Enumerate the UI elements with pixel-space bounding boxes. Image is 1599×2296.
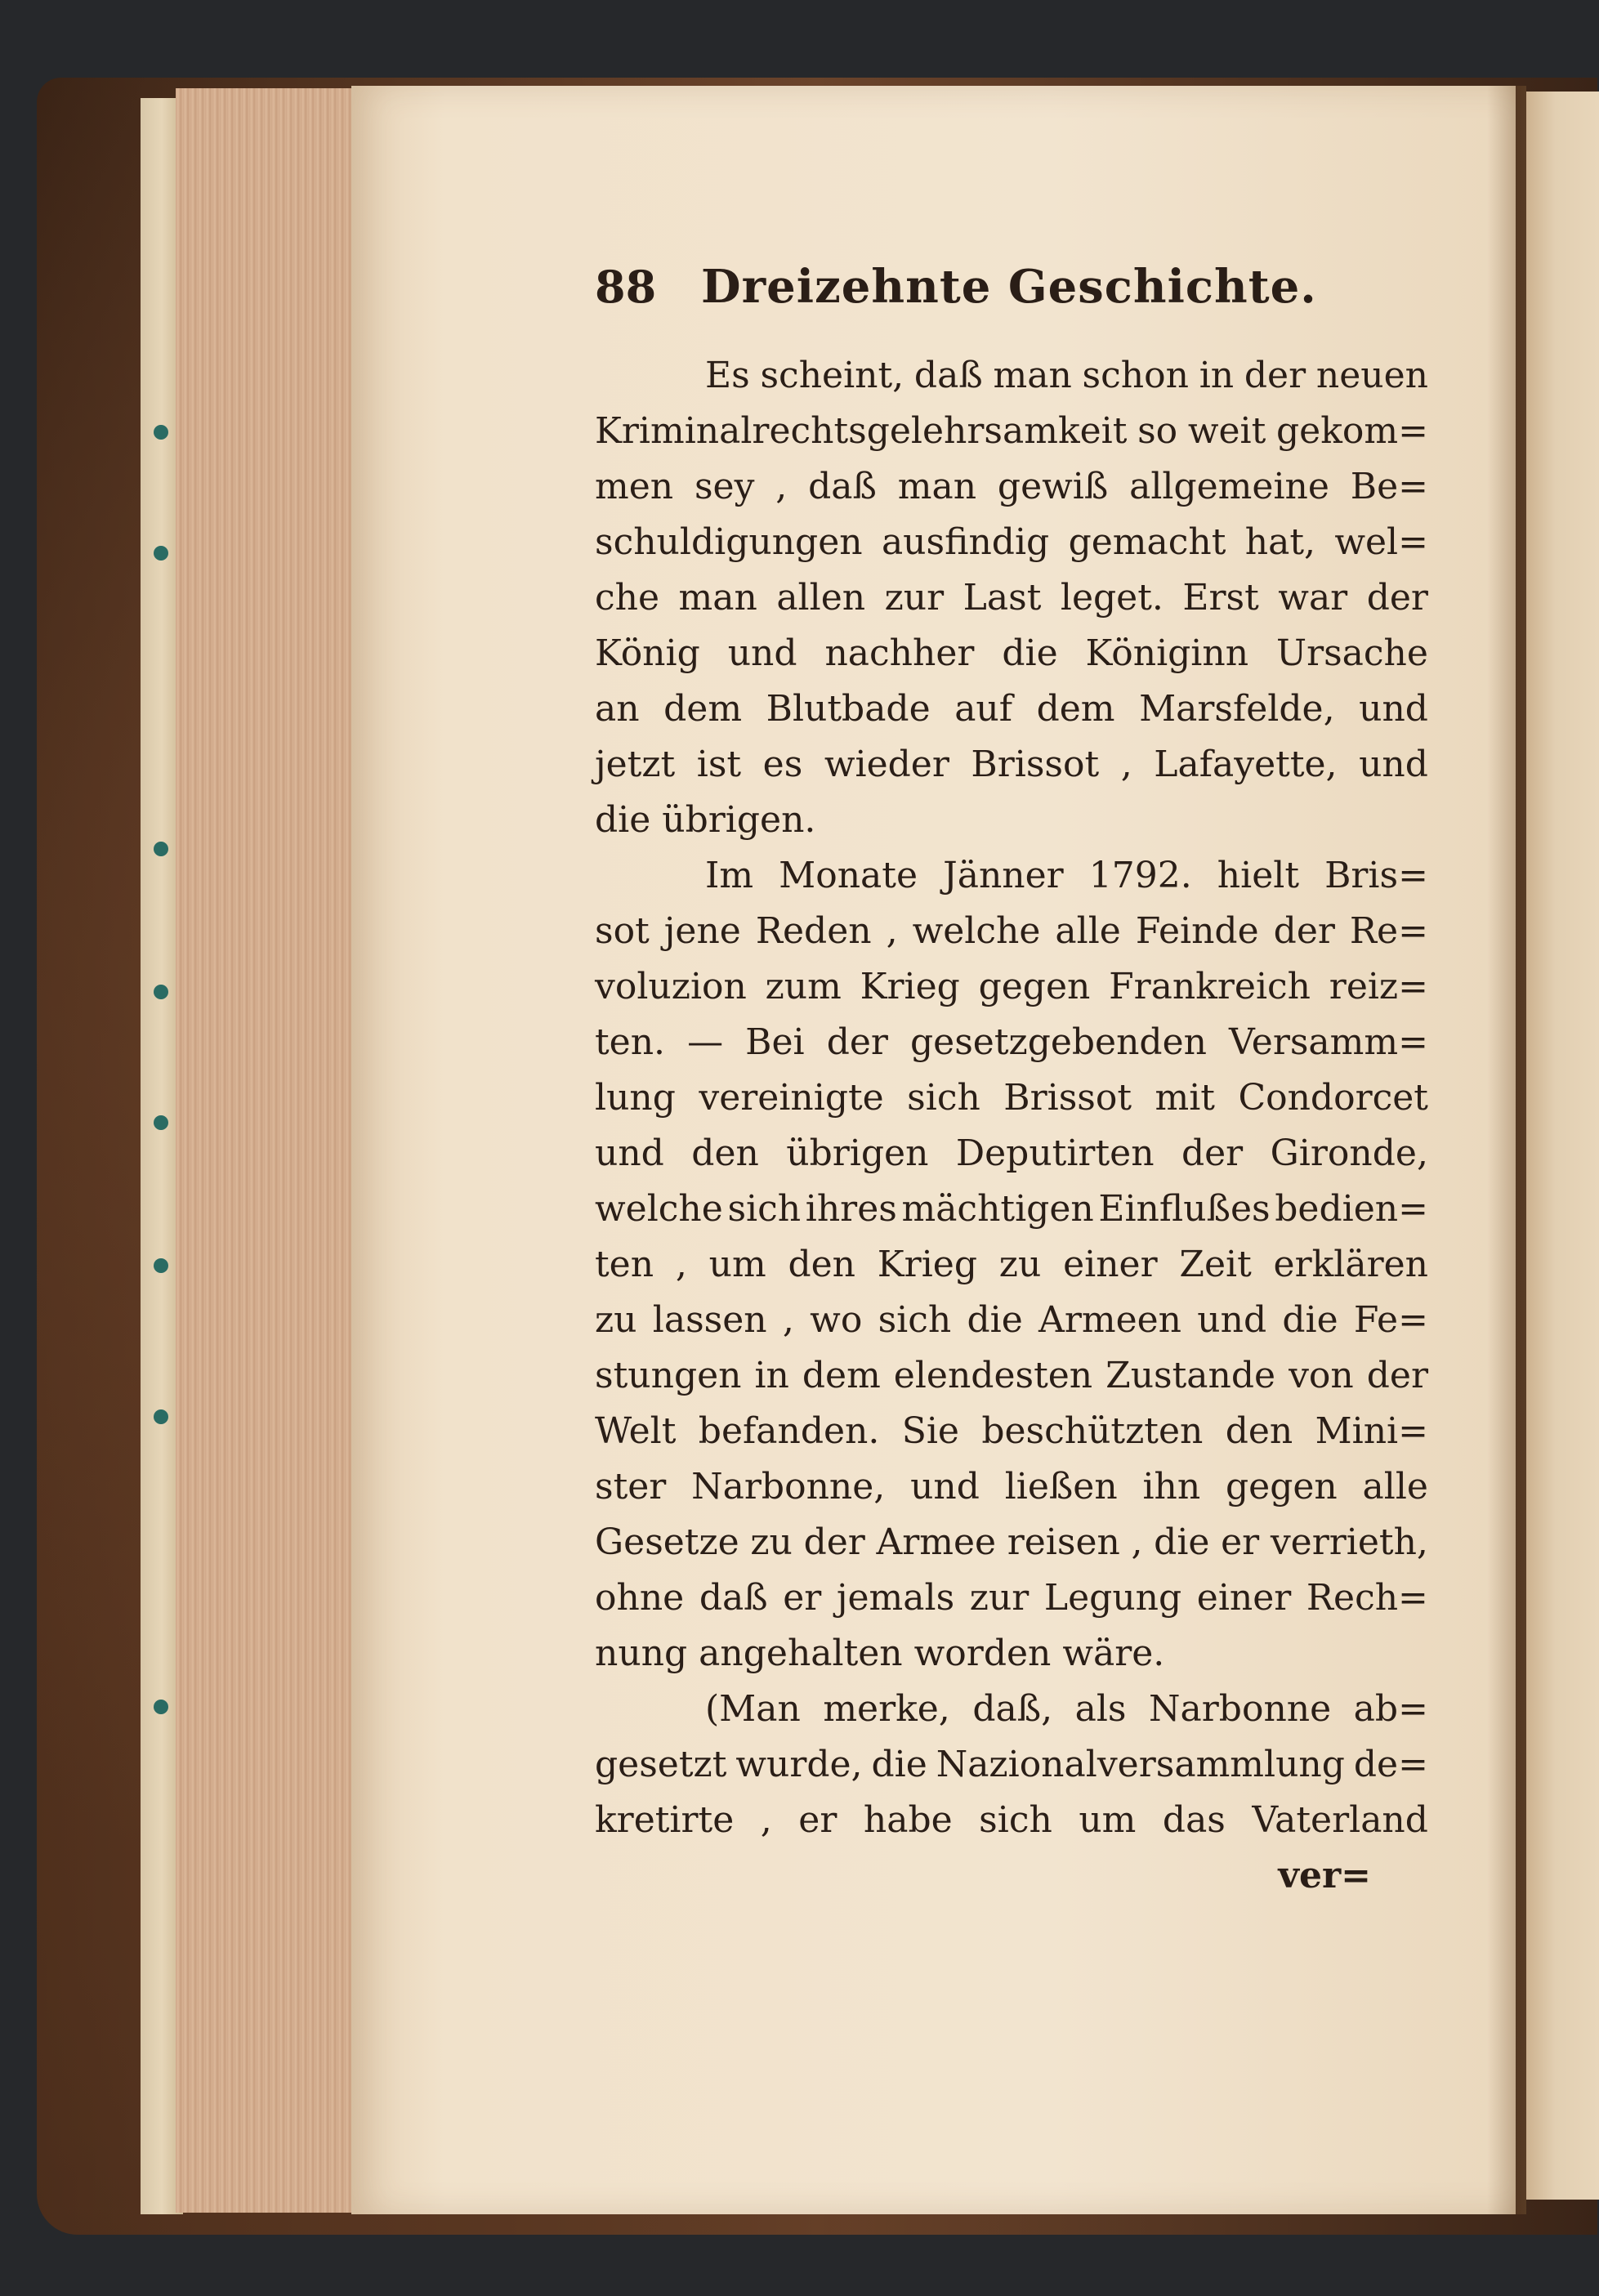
text-line: stungen in dem elendesten Zustande von der — [595, 1355, 1428, 1396]
text-line: Es scheint, daß man schon in der neuen — [705, 355, 1428, 396]
binding-dot — [154, 546, 168, 561]
text-line: die übrigen. — [595, 799, 816, 841]
text-line: ohne daß er jemals zur Legung einer Rech= — [595, 1577, 1428, 1619]
text-line: ten. — Bei der gesetzgebenden Versamm= — [595, 1021, 1428, 1063]
page-header — [595, 260, 1428, 317]
text-line: schuldigungen ausfindig gemacht hat, wel= — [595, 521, 1428, 563]
facing-page — [1526, 92, 1599, 2200]
text-line: zu lassen , wo sich die Armeen und die Fe= — [595, 1299, 1428, 1341]
text-line: und den übrigen Deputirten der Gironde, — [595, 1132, 1428, 1174]
text-line: che man allen zur Last leget. Erst war der — [595, 577, 1428, 619]
text-line: (Man merke, daß, als Narbonne ab= — [705, 1688, 1428, 1730]
page-number: 88 — [595, 261, 657, 313]
text-line: König und nachher die Königinn Ursache — [595, 632, 1428, 674]
binding-dot — [154, 1700, 168, 1714]
text-line: sot jene Reden , welche alle Feinde der Re= — [595, 910, 1428, 952]
text-line: Im Monate Jänner 1792. hielt Bris= — [705, 855, 1428, 896]
text-line: kretirte , er habe sich um das Vaterland — [595, 1799, 1428, 1841]
text-line: Gesetze zu der Armee reisen , die er verrieth, — [595, 1521, 1428, 1563]
binding-dot — [154, 425, 168, 440]
text-line: welche sich ihres mächtigen Einflußes bedien= — [595, 1188, 1428, 1230]
text-line: Kriminalrechtsgelehrsamkeit so weit gekom= — [595, 410, 1428, 452]
page-gutter — [1487, 86, 1526, 2214]
text-line: jetzt ist es wieder Brissot , Lafayette, und — [595, 744, 1428, 785]
text-line: Welt befanden. Sie beschützten den Mini= — [595, 1410, 1428, 1452]
text-line: gesetzt wurde, die Nazionalversammlung de= — [595, 1744, 1428, 1785]
text-line: an dem Blutbade auf dem Marsfelde, und — [595, 688, 1428, 730]
binding-dot — [154, 985, 168, 999]
binding-dot — [154, 1115, 168, 1130]
text-line: voluzion zum Krieg gegen Frankreich reiz= — [595, 966, 1428, 1007]
binding-dot — [154, 1258, 168, 1273]
text-line: ster Narbonne, und ließen ihn gegen alle — [595, 1466, 1428, 1508]
page-text — [595, 260, 1428, 1904]
text-line: ten , um den Krieg zu einer Zeit erklären — [595, 1244, 1428, 1285]
text-lines — [595, 348, 1428, 1848]
binding-dot — [154, 1409, 168, 1424]
running-title: Dreizehnte Geschichte. — [701, 260, 1317, 314]
page-stack — [176, 88, 351, 2213]
catchword: ver= — [1278, 1855, 1371, 1896]
text-line: lung vereinigte sich Brissot mit Condorcet — [595, 1077, 1428, 1119]
text-line: men sey , daß man gewiß allgemeine Be= — [595, 466, 1428, 507]
binding-dot — [154, 842, 168, 856]
text-line: nung angehalten worden wäre. — [595, 1633, 1165, 1674]
